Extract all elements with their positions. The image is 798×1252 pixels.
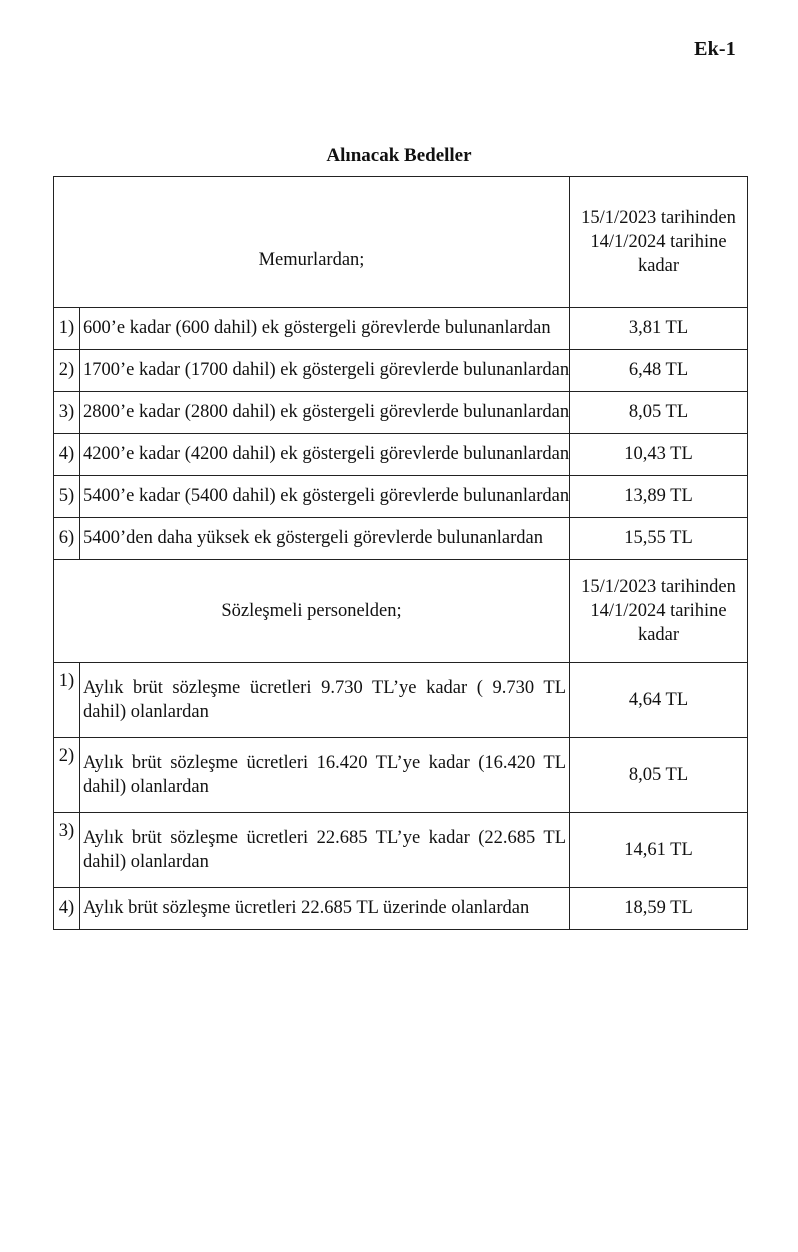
row-number: 5) bbox=[54, 476, 80, 518]
sozlesmeli-section-label: Sözleşmeli personelden; bbox=[54, 560, 570, 663]
period-line: 14/1/2024 tarihine bbox=[590, 600, 727, 621]
row-description: Aylık brüt sözleşme ücretleri 22.685 TL üzerinde olanlardan bbox=[80, 888, 570, 930]
document-title: Alınacak Bedeller bbox=[326, 145, 472, 166]
row-description: 600’e kadar (600 dahil) ek göstergeli görevlerde bulunanlardan bbox=[80, 308, 570, 350]
row-value: 15,55 TL bbox=[570, 518, 748, 560]
row-description: 4200’e kadar (4200 dahil) ek göstergeli görevlerde bulunanlardan bbox=[80, 434, 570, 476]
row-number: 3) bbox=[54, 813, 80, 888]
row-description: Aylık brüt sözleşme ücretleri 22.685 TL’ye kadar (22.685 TL dahil) olanlardan bbox=[80, 813, 570, 888]
sozlesmeli-header-row bbox=[54, 560, 748, 663]
annex-label: Ek-1 bbox=[694, 38, 736, 60]
row-value: 18,59 TL bbox=[570, 888, 748, 930]
row-number: 4) bbox=[54, 888, 80, 930]
row-number: 1) bbox=[54, 663, 80, 738]
row-description: 1700’e kadar (1700 dahil) ek göstergeli görevlerde bulunanlardan bbox=[80, 350, 570, 392]
row-value: 10,43 TL bbox=[570, 434, 748, 476]
row-value: 4,64 TL bbox=[570, 663, 748, 738]
table-row bbox=[54, 476, 748, 518]
row-description: Aylık brüt sözleşme ücretleri 9.730 TL’ye kadar ( 9.730 TL dahil) olanlardan bbox=[80, 663, 570, 738]
table-row bbox=[54, 663, 748, 738]
table-row bbox=[54, 350, 748, 392]
row-description: Aylık brüt sözleşme ücretleri 16.420 TL’ye kadar (16.420 TL dahil) olanlardan bbox=[80, 738, 570, 813]
period-line: 15/1/2023 tarihinden bbox=[581, 207, 736, 228]
table-row bbox=[54, 518, 748, 560]
row-number: 1) bbox=[54, 308, 80, 350]
row-number: 4) bbox=[54, 434, 80, 476]
row-description: 5400’den daha yüksek ek göstergeli görevlerde bulunanlardan bbox=[80, 518, 570, 560]
fee-table bbox=[53, 176, 748, 930]
table-row bbox=[54, 738, 748, 813]
sozlesmeli-period-header bbox=[570, 560, 748, 663]
period-line: kadar bbox=[637, 625, 680, 646]
table-row bbox=[54, 392, 748, 434]
row-description: 5400’e kadar (5400 dahil) ek göstergeli görevlerde bulunanlardan bbox=[80, 476, 570, 518]
table-row bbox=[54, 434, 748, 476]
row-number: 2) bbox=[54, 738, 80, 813]
row-value: 3,81 TL bbox=[570, 308, 748, 350]
table-row bbox=[54, 308, 748, 350]
period-line: kadar bbox=[637, 256, 680, 277]
row-value: 8,05 TL bbox=[570, 738, 748, 813]
row-description: 2800’e kadar (2800 dahil) ek göstergeli görevlerde bulunanlardan bbox=[80, 392, 570, 434]
memurlar-period-header bbox=[570, 177, 748, 308]
table-row bbox=[54, 888, 748, 930]
row-number: 6) bbox=[54, 518, 80, 560]
memurlar-header-row bbox=[54, 177, 748, 308]
row-value: 6,48 TL bbox=[570, 350, 748, 392]
row-number: 2) bbox=[54, 350, 80, 392]
table-row bbox=[54, 813, 748, 888]
period-line: 15/1/2023 tarihinden bbox=[581, 576, 736, 597]
row-value: 13,89 TL bbox=[570, 476, 748, 518]
period-line: 14/1/2024 tarihine bbox=[590, 231, 727, 252]
memurlar-section-label: Memurlardan; bbox=[54, 177, 570, 308]
row-number: 3) bbox=[54, 392, 80, 434]
row-value: 8,05 TL bbox=[570, 392, 748, 434]
row-value: 14,61 TL bbox=[570, 813, 748, 888]
